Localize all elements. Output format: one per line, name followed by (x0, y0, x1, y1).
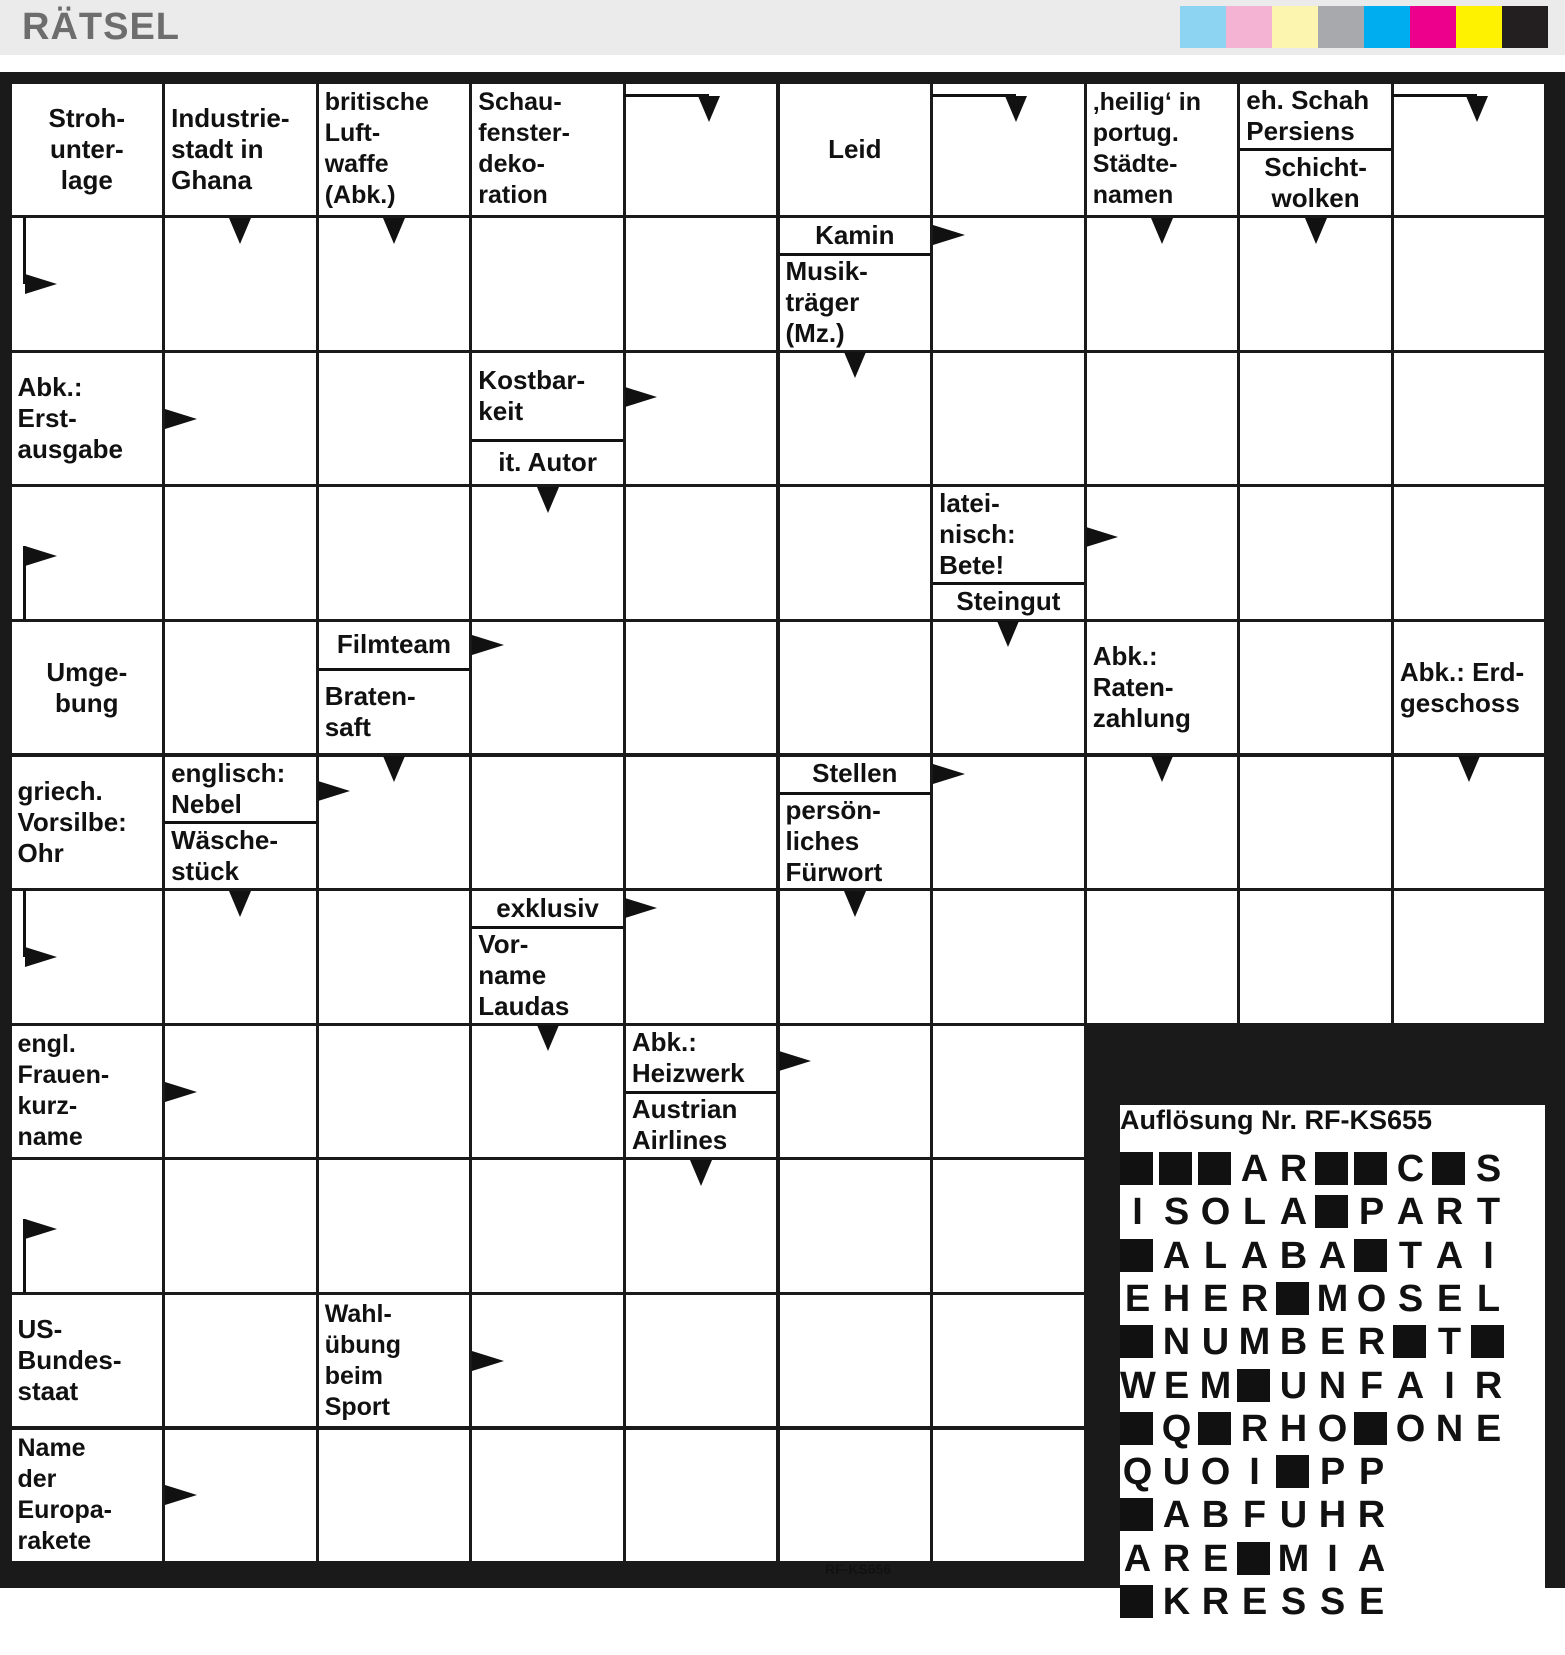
solution-letter: L (1203, 1234, 1228, 1277)
clue-box (1394, 622, 1545, 754)
clue-box (626, 1026, 777, 1090)
arrow-right-icon (933, 225, 965, 245)
solution-letter: O (1200, 1451, 1231, 1494)
solution-letter: E (1436, 1277, 1463, 1320)
clue-text: Abk.: Erd- geschoss (1399, 656, 1525, 718)
arrow-down-icon (1305, 218, 1327, 244)
arrow-right-icon (165, 409, 197, 429)
solution-letter: E (1319, 1321, 1346, 1364)
arrow-right-icon (779, 1051, 811, 1071)
solution-letter: P (1358, 1451, 1385, 1494)
arrow-right-icon (165, 1485, 197, 1505)
grid-cell[interactable] (780, 1430, 931, 1562)
solution-letter: R (1357, 1321, 1386, 1364)
grid-cell[interactable] (472, 218, 623, 350)
grid-cell[interactable] (780, 487, 931, 619)
solution-row (1120, 1452, 1545, 1496)
clue-box (472, 442, 623, 485)
solution-letter: A (1240, 1234, 1269, 1277)
puzzle-code: RF-KS656 (825, 1561, 892, 1577)
clue-box (319, 84, 470, 216)
clue-divider (933, 582, 1084, 585)
solution-letter: E (1202, 1277, 1229, 1320)
arrow-right-icon (25, 1219, 57, 1239)
solution-block (1120, 1412, 1153, 1445)
solution-letter: A (1357, 1537, 1386, 1580)
solution-letter: Q (1122, 1451, 1153, 1494)
clue-text: Leid (828, 133, 882, 164)
arrow-right-icon (625, 387, 657, 407)
solution-letter: S (1280, 1581, 1307, 1623)
solution-letter: I (1132, 1191, 1143, 1234)
solution-letter: R (1474, 1364, 1503, 1407)
clue-divider (165, 821, 316, 824)
solution-block (1354, 1152, 1387, 1185)
clue-text: Kostbar- keit (478, 364, 586, 426)
arrow-down-icon (844, 891, 866, 917)
color-swatch (1180, 6, 1226, 48)
clue-text: Stroh- unter- lage (48, 102, 126, 195)
clue-text: US- Bundes- staat (17, 1314, 122, 1407)
clue-box (165, 84, 316, 216)
solution-block (1120, 1325, 1153, 1358)
color-calibration-bar (1180, 6, 1548, 48)
solution-letter: M (1277, 1537, 1310, 1580)
solution-block (1315, 1195, 1348, 1228)
clue-text: englisch: Nebel (171, 757, 286, 819)
grid-cell[interactable] (1240, 891, 1391, 1023)
arrow-right-icon (25, 546, 57, 566)
clue-text: britische Luft- waffe (Abk.) (324, 88, 429, 210)
solution-letter: F (1242, 1494, 1267, 1537)
clue-box (12, 84, 163, 216)
clue-text: Schau- fenster- deko- ration (478, 88, 570, 210)
arrow-down-icon (1005, 96, 1027, 122)
grid-cell[interactable] (472, 757, 623, 889)
solution-letter: B (1201, 1494, 1230, 1537)
color-swatch (1410, 6, 1456, 48)
arrow-right-icon (1086, 527, 1118, 547)
arrow-down-icon (1151, 756, 1173, 782)
solution-letter: A (1162, 1234, 1191, 1277)
solution-letter: R (1240, 1277, 1269, 1320)
solution-letter: H (1318, 1494, 1347, 1537)
solution-letter: I (1483, 1234, 1494, 1277)
color-swatch (1226, 6, 1272, 48)
arrow-down-icon (690, 1160, 712, 1186)
solution-letter: B (1279, 1234, 1308, 1277)
solution-letter: O (1395, 1407, 1426, 1450)
solution-letter: E (1358, 1581, 1385, 1623)
clue-box (12, 757, 163, 889)
grid-cell[interactable] (1240, 487, 1391, 619)
clue-box (12, 622, 163, 754)
solution-row (1120, 1582, 1545, 1626)
solution-block (1276, 1455, 1309, 1488)
solution-block (1315, 1152, 1348, 1185)
clue-box (933, 584, 1084, 619)
clue-text: it. Autor (498, 447, 597, 478)
clue-box (319, 670, 470, 753)
solution-letter: T (1476, 1191, 1501, 1234)
grid-cell[interactable] (780, 1295, 931, 1427)
color-swatch (1364, 6, 1410, 48)
arrow-right-icon (25, 947, 57, 967)
solution-letter: S (1475, 1148, 1502, 1190)
clue-text: Umge- bung (46, 656, 128, 718)
grid-cell[interactable] (1394, 218, 1545, 350)
clue-text: persön- liches Fürwort (785, 794, 883, 887)
arrow-right-icon (625, 898, 657, 918)
color-swatch (1318, 6, 1364, 48)
solution-letter: U (1279, 1364, 1308, 1407)
clue-text: Kamin (815, 219, 895, 250)
solution-letter: T (1437, 1321, 1462, 1364)
grid-cell[interactable] (165, 622, 316, 754)
solution-row (1120, 1236, 1545, 1280)
clue-divider (780, 792, 931, 795)
solution-letter: E (1202, 1537, 1229, 1580)
solution-block (1120, 1585, 1153, 1618)
solution-letter: R (1357, 1494, 1386, 1537)
solution-letter: A (1123, 1537, 1152, 1580)
clue-box (626, 1093, 777, 1157)
clue-box (12, 1026, 163, 1158)
solution-block (1354, 1239, 1387, 1272)
solution-row (1120, 1409, 1545, 1453)
solution-letter: M (1316, 1277, 1349, 1320)
grid-cell[interactable] (626, 487, 777, 619)
grid-cell[interactable] (319, 1160, 470, 1292)
grid-cell[interactable] (626, 1295, 777, 1427)
arrow-down-icon (537, 1025, 559, 1051)
solution-letter: I (1249, 1451, 1260, 1494)
arrow-down-icon (383, 218, 405, 244)
arrow-right-icon (318, 781, 350, 801)
solution-letter: S (1163, 1191, 1190, 1234)
grid-cell[interactable] (626, 757, 777, 889)
solution-letter: A (1396, 1191, 1425, 1234)
clue-box (319, 1295, 470, 1427)
grid-cell[interactable] (933, 1160, 1084, 1292)
clue-box (165, 757, 316, 821)
color-swatch (1272, 6, 1318, 48)
solution-letter: H (1162, 1277, 1191, 1320)
solution-title: Auflösung Nr. RF-KS655 (1120, 1105, 1433, 1135)
solution-block (1354, 1412, 1387, 1445)
arrow-down-icon (229, 218, 251, 244)
solution-letter: C (1396, 1148, 1425, 1190)
solution-letter: A (1318, 1234, 1347, 1277)
solution-letter: F (1359, 1364, 1384, 1407)
grid-cell[interactable] (626, 622, 777, 754)
clue-box (1087, 84, 1238, 216)
solution-letter: B (1279, 1321, 1308, 1364)
clue-text: Schicht- wolken (1264, 151, 1367, 213)
grid-cell[interactable] (319, 1026, 470, 1158)
solution-letter: K (1162, 1581, 1191, 1623)
clue-box (12, 1430, 163, 1562)
grid-cell[interactable] (1394, 891, 1545, 1023)
solution-letter: R (1201, 1581, 1230, 1623)
solution-letter: M (1199, 1364, 1232, 1407)
solution-letter: T (1398, 1234, 1423, 1277)
clue-box (780, 218, 931, 253)
clue-box (1240, 151, 1391, 215)
solution-panel (1120, 1105, 1545, 1655)
solution-letter: E (1163, 1364, 1190, 1407)
grid-cell[interactable] (1394, 487, 1545, 619)
grid-cell[interactable] (626, 353, 777, 485)
header-bar (0, 0, 1565, 55)
arrow-stem (1392, 94, 1476, 97)
crossword-grid (0, 72, 1565, 1623)
clue-text: Wahl- übung beim Sport (324, 1299, 402, 1421)
solution-letter: M (1238, 1321, 1271, 1364)
grid-cell[interactable] (1087, 891, 1238, 1023)
grid-cell[interactable] (780, 1026, 931, 1158)
arrow-down-icon (1466, 96, 1488, 122)
solution-letter: Q (1161, 1407, 1192, 1450)
solution-letter: R (1435, 1191, 1464, 1234)
solution-letter: H (1279, 1407, 1308, 1450)
solution-letter: R (1162, 1537, 1191, 1580)
clue-divider (472, 439, 623, 442)
grid-cell[interactable] (1240, 622, 1391, 754)
clue-text: exklusiv (496, 892, 599, 923)
grid-cell[interactable] (165, 1160, 316, 1292)
clue-text: latei- nisch: Bete! (939, 487, 1016, 580)
arrow-down-icon (537, 487, 559, 513)
grid-cell[interactable] (933, 1295, 1084, 1427)
solution-letter: I (1327, 1537, 1338, 1580)
clue-box (319, 622, 470, 667)
solution-letter: R (1279, 1148, 1308, 1190)
solution-letter: P (1358, 1191, 1385, 1234)
clue-box (472, 353, 623, 439)
solution-letter: W (1120, 1364, 1156, 1407)
grid-cell[interactable] (1394, 353, 1545, 485)
clue-text: griech. Vorsilbe: Ohr (17, 775, 127, 868)
solution-block (1237, 1369, 1270, 1402)
arrow-right-icon (472, 1351, 504, 1371)
arrow-down-icon (698, 96, 720, 122)
arrow-down-icon (383, 756, 405, 782)
solution-block (1120, 1239, 1153, 1272)
arrow-down-icon (844, 352, 866, 378)
solution-letter: E (1475, 1407, 1502, 1450)
clue-text: Industrie- stadt in Ghana (171, 102, 290, 195)
clue-box (1087, 622, 1238, 754)
solution-letter: U (1162, 1451, 1191, 1494)
clue-text: Braten- saft (324, 680, 416, 742)
solution-letter: I (1444, 1364, 1455, 1407)
grid-cell[interactable] (165, 1295, 316, 1427)
arrow-down-icon (1458, 756, 1480, 782)
solution-block (1198, 1152, 1231, 1185)
grid-cell[interactable] (626, 218, 777, 350)
solution-letter: P (1319, 1451, 1346, 1494)
solution-letter: A (1435, 1234, 1464, 1277)
solution-row (1120, 1279, 1545, 1323)
clue-text: Wäsche- stück (171, 824, 279, 886)
solution-row (1120, 1495, 1545, 1539)
solution-letter: R (1240, 1407, 1269, 1450)
solution-letter: A (1240, 1148, 1269, 1190)
solution-block (1120, 1498, 1153, 1531)
grid-cell[interactable] (933, 891, 1084, 1023)
grid-cell[interactable] (1087, 487, 1238, 619)
solution-letter: A (1396, 1364, 1425, 1407)
solution-letter: U (1201, 1321, 1230, 1364)
arrow-stem (932, 94, 1016, 97)
grid-cell[interactable] (319, 891, 470, 1023)
grid-cell[interactable] (933, 1430, 1084, 1562)
clue-box (933, 487, 1084, 581)
clue-divider (626, 1091, 777, 1094)
color-swatch (1456, 6, 1502, 48)
clue-text: Musik- träger (Mz.) (785, 256, 868, 349)
clue-box (780, 757, 931, 792)
grid-cell[interactable] (1240, 353, 1391, 485)
clue-box (780, 84, 931, 216)
solution-letter: O (1317, 1407, 1348, 1450)
solution-row (1120, 1366, 1545, 1410)
solution-block (1393, 1325, 1426, 1358)
grid-cell[interactable] (1240, 757, 1391, 889)
arrow-right-icon (25, 274, 57, 294)
grid-cell[interactable] (319, 487, 470, 619)
grid-cell[interactable] (933, 1026, 1084, 1158)
clue-box (472, 84, 623, 216)
clue-divider (319, 668, 470, 671)
solution-letter: E (1124, 1277, 1151, 1320)
clue-text: Steingut (956, 586, 1061, 617)
solution-row (1120, 1322, 1545, 1366)
arrow-right-icon (472, 635, 504, 655)
solution-letter: O (1200, 1191, 1231, 1234)
solution-letter: L (1476, 1277, 1501, 1320)
clue-box (780, 794, 931, 888)
clue-box (12, 1295, 163, 1427)
clue-text: Name der Europa- rakete (17, 1434, 112, 1556)
solution-letter: N (1162, 1321, 1191, 1364)
clue-text: Stellen (812, 758, 898, 789)
clue-text: Vor- name Laudas (478, 929, 570, 1022)
solution-block (1120, 1152, 1153, 1185)
arrow-down-icon (997, 621, 1019, 647)
solution-row (1120, 1192, 1545, 1236)
grid-cell[interactable] (933, 353, 1084, 485)
solution-block (1159, 1152, 1192, 1185)
grid-cell[interactable] (472, 1160, 623, 1292)
arrow-down-icon (229, 891, 251, 917)
solution-block (1432, 1152, 1465, 1185)
solution-letter: A (1279, 1191, 1308, 1234)
clue-divider (472, 926, 623, 929)
solution-row (1120, 1149, 1545, 1193)
clue-text: Abk.: Raten- zahlung (1092, 641, 1191, 734)
color-swatch (1502, 6, 1548, 48)
solution-block (1198, 1412, 1231, 1445)
clue-box (780, 256, 931, 350)
solution-letter: A (1162, 1494, 1191, 1537)
grid-cell[interactable] (165, 487, 316, 619)
solution-letter: L (1242, 1191, 1267, 1234)
clue-box (165, 824, 316, 888)
clue-text: engl. Frauen- kurz- name (17, 1030, 110, 1152)
arrow-right-icon (933, 764, 965, 784)
clue-divider (1240, 148, 1391, 151)
solution-letter: S (1397, 1277, 1424, 1320)
clue-text: Filmteam (336, 629, 452, 660)
solution-letter: E (1241, 1581, 1268, 1623)
clue-box (1240, 84, 1391, 148)
solution-block (1471, 1325, 1504, 1358)
clue-text: Abk.: Erst- ausgabe (17, 371, 123, 464)
grid-cell[interactable] (1087, 353, 1238, 485)
solution-row (1120, 1539, 1545, 1583)
grid-cell[interactable] (626, 1430, 777, 1562)
solution-letter: N (1318, 1364, 1347, 1407)
clue-box (472, 929, 623, 1023)
solution-letter: U (1279, 1494, 1308, 1537)
solution-block (1237, 1542, 1270, 1575)
clue-text: eh. Schah Persiens (1246, 84, 1370, 146)
grid-cell[interactable] (319, 1430, 470, 1562)
grid-cell[interactable] (780, 622, 931, 754)
clue-text: Austrian Airlines (631, 1094, 738, 1156)
solution-block (1276, 1282, 1309, 1315)
clue-box (472, 891, 623, 926)
grid-cell[interactable] (780, 1160, 931, 1292)
clue-box (12, 353, 163, 485)
arrow-stem (624, 94, 708, 97)
solution-letter: S (1319, 1581, 1346, 1623)
grid-cell[interactable] (319, 353, 470, 485)
clue-text: Abk.: Heizwerk (631, 1026, 745, 1088)
solution-letter: O (1356, 1277, 1387, 1320)
grid-cell[interactable] (472, 1430, 623, 1562)
clue-text: ‚heilig‘ in portug. Städte- namen (1092, 88, 1202, 210)
clue-divider (780, 253, 931, 256)
solution-letter: N (1435, 1407, 1464, 1450)
arrow-down-icon (1151, 218, 1173, 244)
arrow-right-icon (165, 1082, 197, 1102)
page-title: RÄTSEL (22, 6, 180, 48)
